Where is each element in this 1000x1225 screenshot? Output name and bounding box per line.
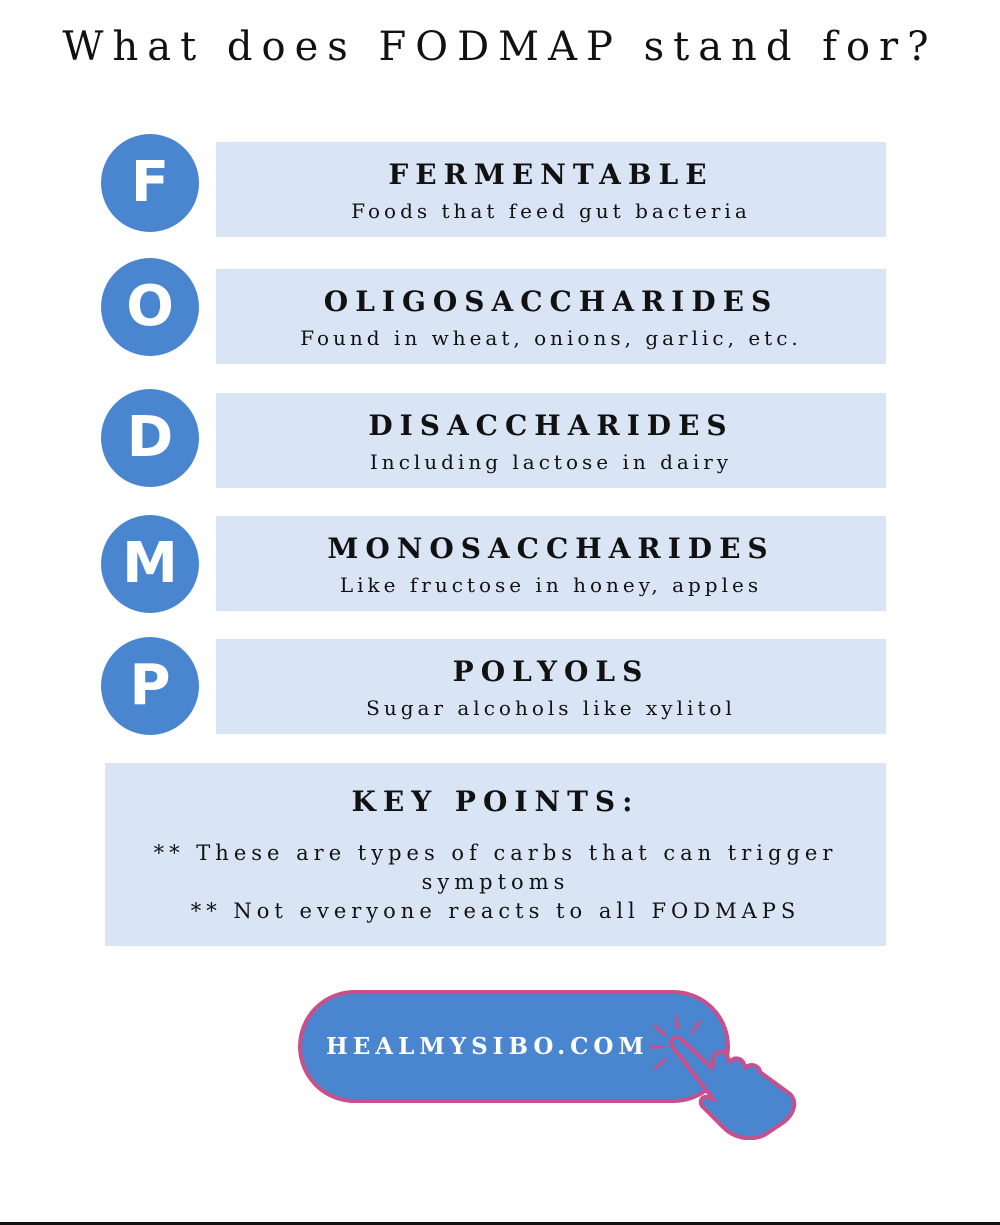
letter-o: O xyxy=(126,274,174,339)
website-link-label: HEALMYSIBO.COM xyxy=(326,1033,649,1060)
letter-badge-f xyxy=(101,134,199,232)
key-point: ** Not everyone reacts to all FODMAPS xyxy=(190,899,801,923)
letter-d: D xyxy=(126,405,174,470)
letter-badge-m xyxy=(101,515,199,613)
item-heading: FERMENTABLE xyxy=(388,158,714,191)
item-oligosaccharides xyxy=(216,269,886,364)
letter-f: F xyxy=(130,150,170,215)
item-description: Including lactose in dairy xyxy=(369,450,733,474)
item-disaccharides xyxy=(216,393,886,488)
page-title: What does FODMAP stand for? xyxy=(62,24,938,70)
key-point: ** These are types of carbs that can trigger symptoms xyxy=(153,841,838,894)
item-heading: OLIGOSACCHARIDES xyxy=(323,285,779,318)
item-heading: POLYOLS xyxy=(452,655,650,688)
key-points-list xyxy=(135,839,856,926)
letter-badge-d xyxy=(101,389,199,487)
item-description: Sugar alcohols like xylitol xyxy=(366,696,736,720)
item-heading: DISACCHARIDES xyxy=(368,409,734,442)
item-monosaccharides xyxy=(216,516,886,611)
key-points-heading: KEY POINTS: xyxy=(351,785,640,818)
pointing-hand-icon xyxy=(640,1010,810,1140)
item-description: Found in wheat, onions, garlic, etc. xyxy=(300,326,802,350)
item-description: Like fructose in honey, apples xyxy=(339,573,763,597)
letter-p: P xyxy=(129,653,171,718)
item-description: Foods that feed gut bacteria xyxy=(351,199,751,223)
item-polyols xyxy=(216,639,886,734)
item-heading: MONOSACCHARIDES xyxy=(327,532,775,565)
letter-badge-p xyxy=(101,637,199,735)
item-fermentable xyxy=(216,142,886,237)
letter-badge-o xyxy=(101,258,199,356)
letter-m: M xyxy=(122,531,178,596)
key-points-panel xyxy=(105,763,886,946)
